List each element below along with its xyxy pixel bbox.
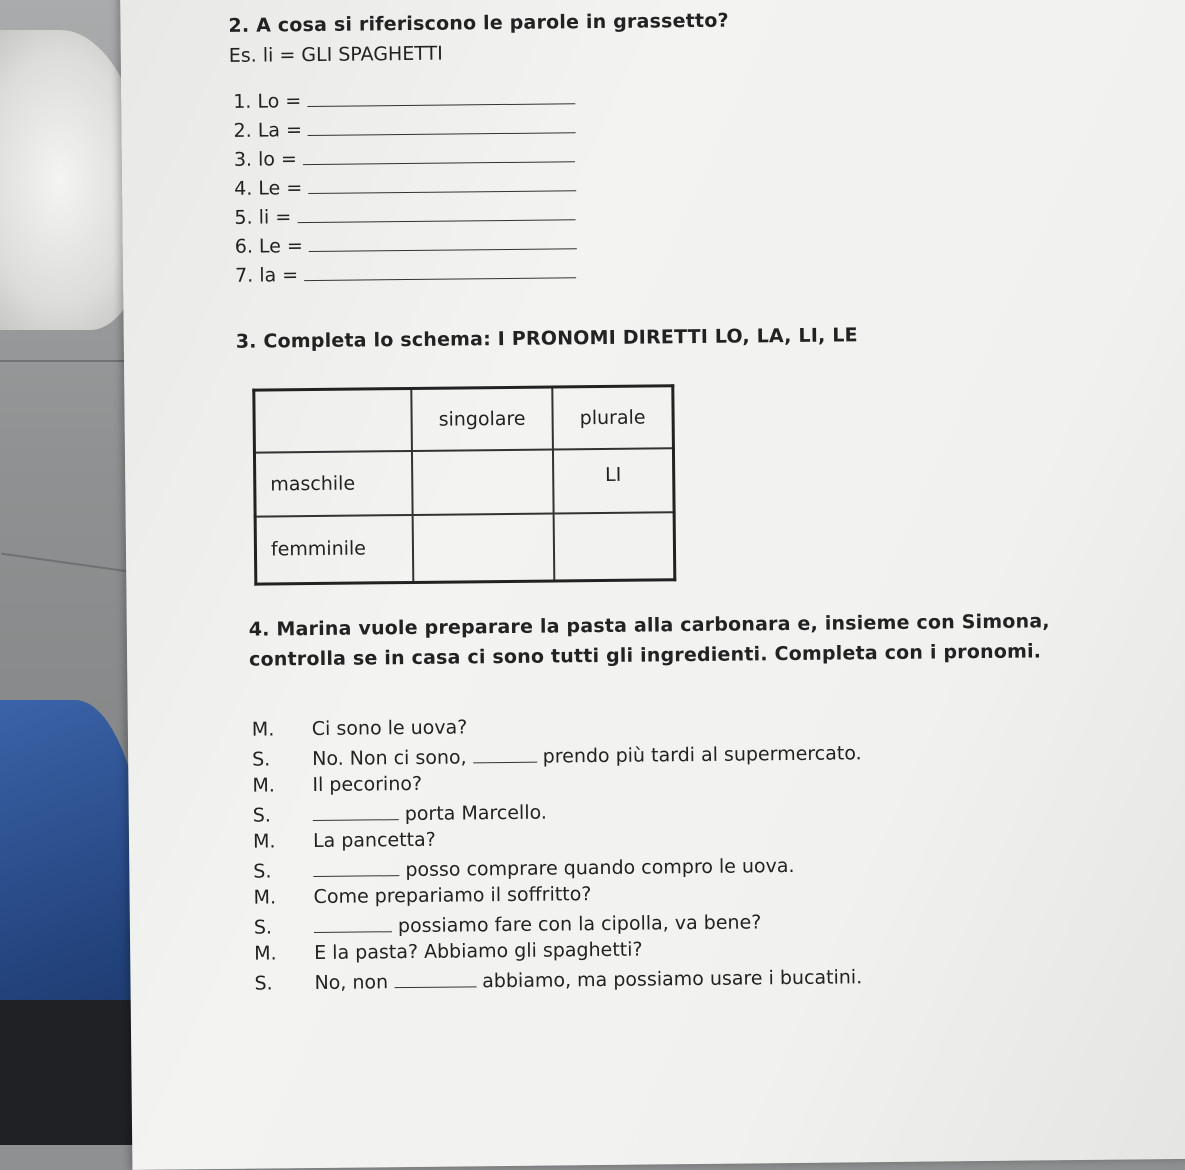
cell-femminile-plurale[interactable] bbox=[554, 512, 675, 581]
table-header-empty bbox=[254, 388, 412, 452]
exercise-2-item: 1. Lo = bbox=[233, 85, 575, 113]
answer-blank[interactable] bbox=[308, 114, 576, 136]
answer-blank[interactable] bbox=[307, 85, 575, 107]
answer-blank[interactable] bbox=[313, 857, 399, 877]
answer-blank[interactable] bbox=[394, 968, 476, 988]
answer-blank[interactable] bbox=[297, 201, 575, 223]
answer-blank[interactable] bbox=[313, 801, 399, 821]
dialog-line: M. Come prepariamo il soffritto? bbox=[253, 883, 592, 909]
answer-blank[interactable] bbox=[314, 913, 392, 933]
answer-blank[interactable] bbox=[304, 259, 576, 281]
dialog-line: S. porta Marcello. bbox=[252, 801, 547, 827]
cell-maschile-singolare[interactable] bbox=[412, 449, 554, 514]
exercise-2-item: 2. La = bbox=[233, 114, 576, 142]
exercise-2-item: 5. li = bbox=[234, 201, 575, 229]
exercise-2-item: 3. lo = bbox=[234, 143, 575, 171]
exercise-2-item: 6. Le = bbox=[235, 230, 577, 258]
table-header-singolare: singolare bbox=[411, 387, 553, 450]
dialog-line: M. E la pasta? Abbiamo gli spaghetti? bbox=[254, 938, 643, 965]
exercise-4-title-line1: 4. Marina vuole preparare la pasta alla carbonara e, insieme con Simona, bbox=[248, 610, 1050, 641]
answer-blank[interactable] bbox=[303, 143, 575, 165]
row-label-maschile: maschile bbox=[254, 450, 412, 516]
cell-maschile-plurale: LI bbox=[553, 448, 674, 513]
exercise-2-example: Es. li = GLI SPAGHETTI bbox=[228, 42, 443, 67]
dialog-line: M. Il pecorino? bbox=[252, 772, 423, 797]
answer-blank[interactable] bbox=[473, 744, 537, 764]
answer-blank[interactable] bbox=[309, 230, 577, 252]
answer-blank[interactable] bbox=[308, 172, 576, 194]
dialog-line: S. No. Non ci sono, prendo più tardi al supermercato. bbox=[252, 742, 862, 771]
exercise-3-title: 3. Completa lo schema: I PRONOMI DIRETTI LO, LA, LI, LE bbox=[235, 324, 858, 353]
cell-femminile-singolare[interactable] bbox=[413, 513, 555, 582]
row-label-femminile: femminile bbox=[255, 514, 413, 584]
dialog-line: M. La pancetta? bbox=[252, 828, 436, 853]
dialog-line: M. Ci sono le uova? bbox=[251, 716, 468, 741]
exercise-2-item: 7. la = bbox=[235, 259, 576, 287]
table-header-plurale: plurale bbox=[552, 386, 673, 449]
background-dark-area bbox=[0, 1000, 140, 1145]
exercise-4-title-line2: controlla se in casa ci sono tutti gli ingredienti. Completa con i pronomi. bbox=[249, 640, 1042, 671]
dialog-line: S. No, non abbiamo, ma possiamo usare i bucatini. bbox=[254, 966, 863, 995]
dialog-line: S. posso comprare quando compro le uova. bbox=[253, 854, 795, 883]
exercise-2-item: 4. Le = bbox=[234, 172, 576, 200]
dialog-line: S. possiamo fare con la cipolla, va bene? bbox=[253, 911, 762, 939]
exercise-2-title: 2. A cosa si riferiscono le parole in grassetto? bbox=[228, 9, 729, 37]
pronouns-schema-table bbox=[252, 384, 676, 585]
worksheet-paper bbox=[120, 0, 1185, 1170]
